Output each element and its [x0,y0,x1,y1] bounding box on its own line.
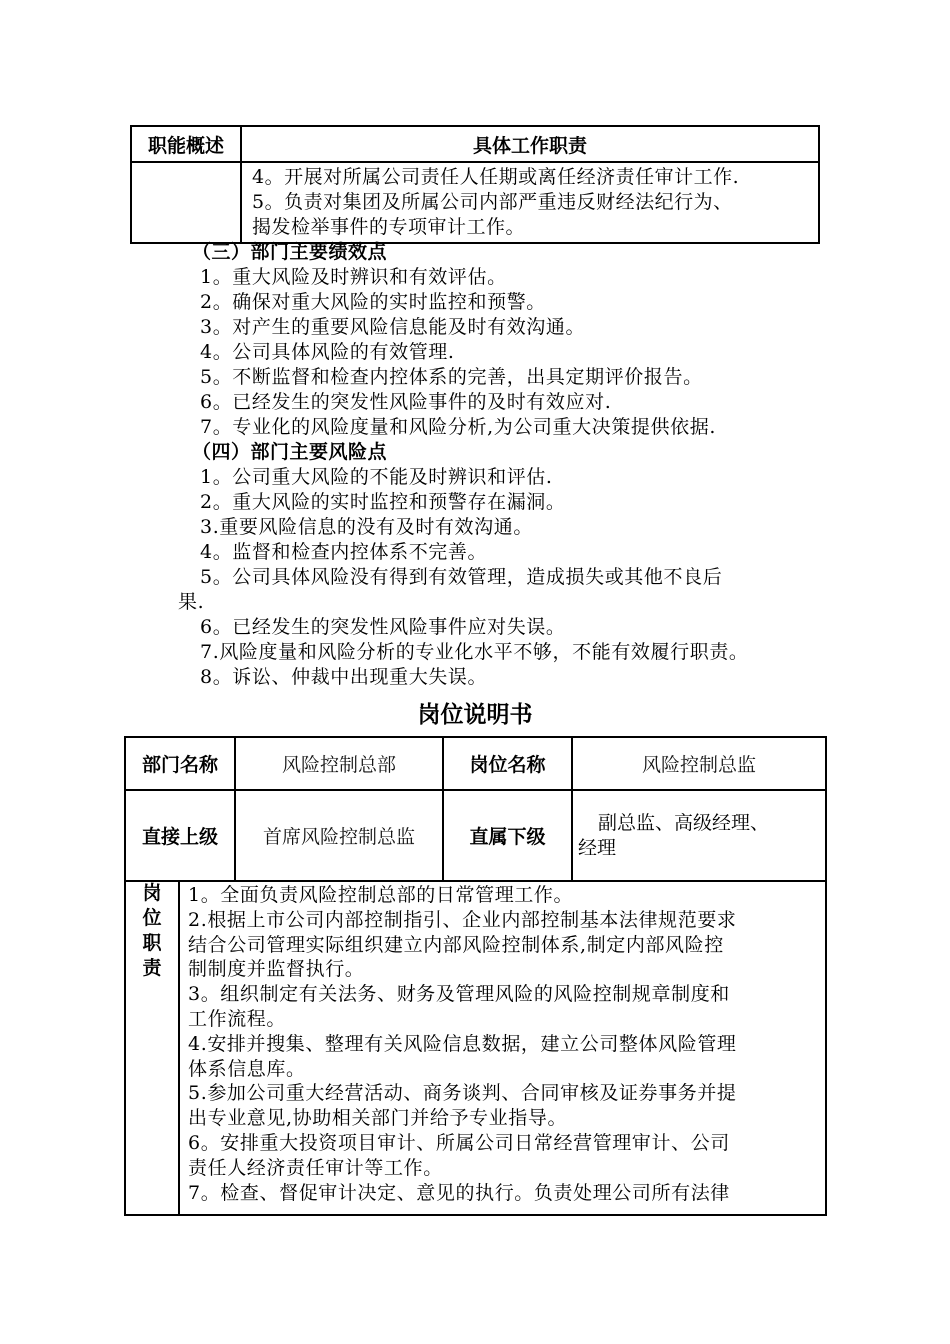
direct-subordinate-label: 直属下级 [469,826,546,848]
subordinate-line: 经理 [578,836,617,859]
duty-label-char: 职 [142,932,162,954]
section3-heading: （三）部门主要绩效点 [192,241,388,263]
divider [178,881,180,1214]
section3-item: 1。重大风险及时辨识和有效评估。 [200,266,507,288]
duty-label-char: 责 [142,957,162,979]
section4-heading: （四）部门主要风险点 [192,441,388,463]
dept-name-label: 部门名称 [141,754,218,776]
post-duties-label [126,881,178,981]
section4-item: 1。公司重大风险的不能及时辨识和评估. [200,466,553,488]
duty-line: 3。组织制定有关法务、财务及管理风险的风险控制规章制度和 [188,983,730,1006]
job-description-title: 岗位说明书 [417,702,533,728]
section3-item: 4。公司具体风险的有效管理. [200,341,455,363]
duty-label-char: 位 [142,907,162,929]
section3-item: 3。对产生的重要风险信息能及时有效沟通。 [200,316,586,338]
empty-summary-cell [131,162,241,243]
post-name-value: 风险控制总监 [641,754,756,776]
duty-line: 5.参加公司重大经营活动、商务谈判、合同审核及证券事务并提 [188,1082,737,1105]
duty-line: 制制度并监督执行。 [188,958,365,981]
duty-line: 体系信息库。 [188,1057,306,1080]
duty-line: 2.根据上市公司内部控制指引、企业内部控制基本法律规范要求 [188,908,737,931]
duty-label-char: 岗 [142,882,162,904]
duty-line: 7。检查、督促审计决定、意见的执行。负责处理公司所有法律 [188,1181,730,1204]
header-function-summary: 职能概述 [131,126,241,162]
duty-line: 4。开展对所属公司责任人任期或离任经济责任审计工作. [252,166,740,188]
section4-item: 8。诉讼、仲裁中出现重大失误。 [200,666,488,688]
duty-line: 1。全面负责风险控制总部的日常管理工作。 [188,884,574,906]
duty-line: 揭发检举事件的专项审计工作。 [252,216,526,238]
post-duties-text [188,883,737,1205]
duty-line: 工作流程。 [188,1007,287,1030]
section3-item: 7。专业化的风险度量和风险分析,为公司重大决策提供依据. [200,416,716,438]
section4-item-continued: 果. [178,591,205,613]
subordinate-line: 副总监、高级经理、 [598,811,770,834]
divider [126,880,825,882]
duty-cell [241,162,819,243]
header-specific-duties: 具体工作职责 [241,126,819,162]
post-name-label: 岗位名称 [469,754,546,776]
duty-line: 4.安排并搜集、整理有关风险信息数据，建立公司整体风险管理 [188,1032,737,1055]
duty-line: 5。负责对集团及所属公司内部严重违反财经法纪行为、 [252,191,733,213]
duty-line: 出专业意见,协助相关部门并给予专业指导。 [188,1107,568,1130]
section4-item: 7.风险度量和风险分析的专业化水平不够，不能有效履行职责。 [200,641,749,663]
duty-line: 结合公司管理实际组织建立内部风险控制体系,制定内部风险控 [188,933,724,956]
section4-item: 4。监督和检查内控体系不完善。 [200,541,488,563]
section4-item: 2。重大风险的实时监控和预警存在漏洞。 [200,491,566,513]
dept-name-value: 风险控制总部 [281,754,396,776]
direct-subordinate-value [578,791,825,880]
duty-line: 责任人经济责任审计等工作。 [188,1156,443,1179]
section4-item: 6。已经发生的突发性风险事件应对失误。 [200,616,566,638]
section4-item: 5。公司具体风险没有得到有效管理，造成损失或其他不良后 [200,566,723,588]
section3-item: 6。已经发生的突发性风险事件的及时有效应对. [200,391,612,413]
duty-line: 6。安排重大投资项目审计、所属公司日常经营管理审计、公司 [188,1131,730,1154]
section3-item: 5。不断监督和检查内控体系的完善，出具定期评价报告。 [200,366,703,388]
job-description-table [124,736,827,1216]
direct-superior-value: 首席风险控制总监 [262,826,415,848]
section3-item: 2。确保对重大风险的实时监控和预警。 [200,291,546,313]
direct-superior-label: 直接上级 [141,826,218,848]
section4-item: 3.重要风险信息的没有及时有效沟通。 [200,516,533,538]
top-duty-table [130,125,820,244]
